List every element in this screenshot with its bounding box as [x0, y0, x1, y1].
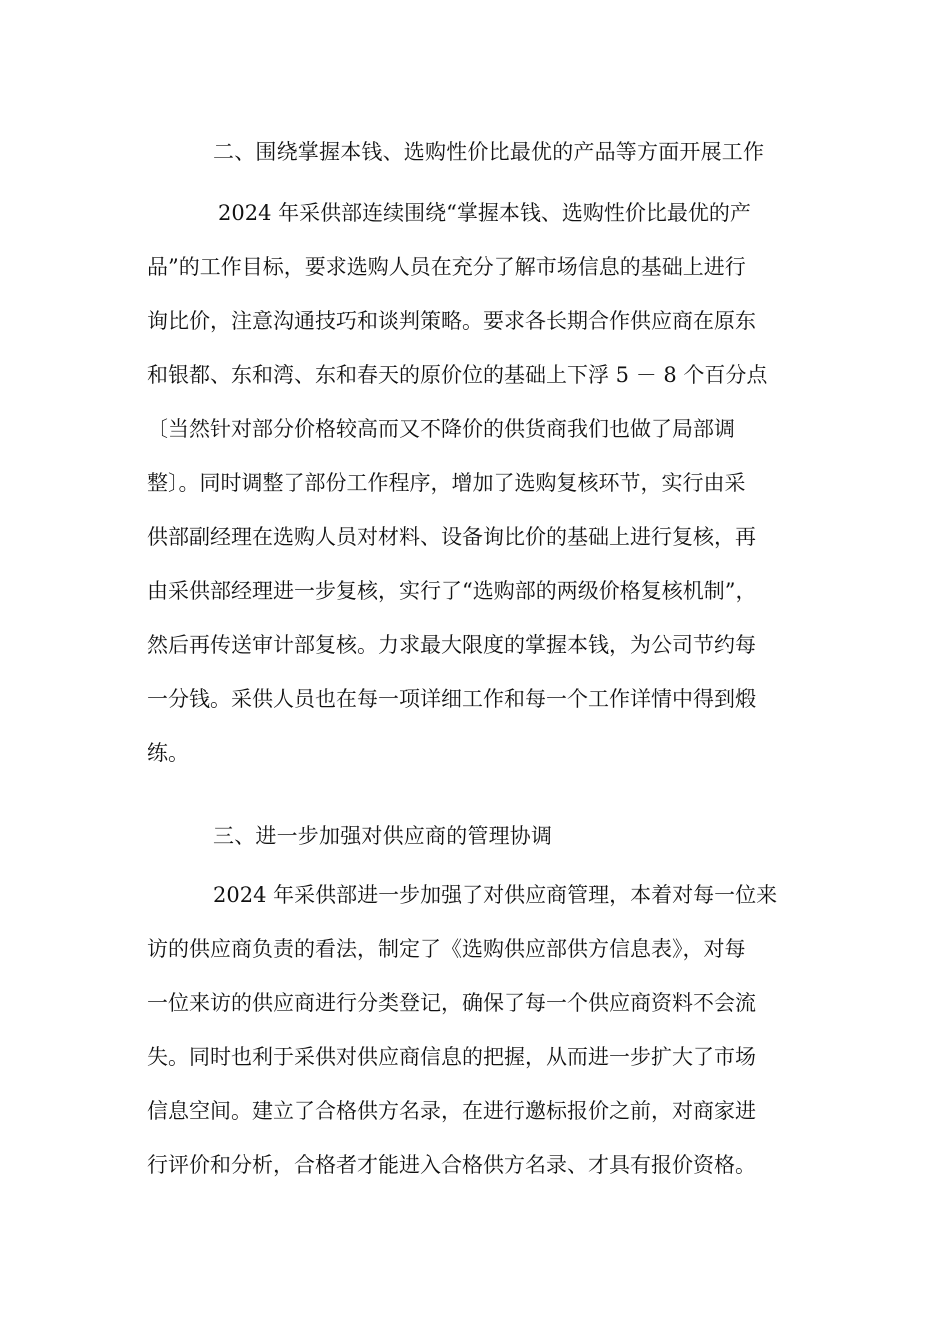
section-2-paragraph-line: 2024 年采供部连续围绕“掌握本钱、选购性价比最优的产: [218, 201, 751, 225]
section-3-paragraph-line: 信息空间。建立了合格供方名录，在进行邀标报价之前，对商家进: [147, 1099, 756, 1123]
section-3-paragraph-line: 一位来访的供应商进行分类登记，确保了每一个供应商资料不会流: [147, 991, 756, 1015]
section-2-paragraph-line: 由采供部经理进一步复核，实行了“选购部的两级价格复核机制”，: [147, 579, 757, 603]
section-2-paragraph-line: 询比价，注意沟通技巧和谈判策略。要求各长期合作供应商在原东: [147, 309, 756, 333]
section-2-heading: 二、围绕掌握本钱、选购性价比最优的产品等方面开展工作: [213, 140, 765, 164]
section-3-paragraph-line: 2024 年采供部进一步加强了对供应商管理，本着对每一位来: [213, 883, 778, 907]
section-2-paragraph-line: 品”的工作目标，要求选购人员在充分了解市场信息的基础上进行: [147, 255, 746, 279]
section-2-paragraph-line: 一分钱。采供人员也在每一项详细工作和每一个工作详情中得到煅: [147, 687, 756, 711]
section-3-paragraph-line: 访的供应商负责的看法，制定了《选购供应部供方信息表》，对每: [147, 937, 746, 961]
section-2-paragraph-line: 然后再传送审计部复核。力求最大限度的掌握本钱，为公司节约每: [147, 633, 756, 657]
section-2-paragraph-line: 练。: [147, 741, 189, 765]
section-3-paragraph-line: 行评价和分析，合格者才能进入合格供方名录、才具有报价资格。: [147, 1153, 756, 1177]
section-3-paragraph-line: 失。同时也利于采供对供应商信息的把握，从而进一步扩大了市场: [147, 1045, 756, 1069]
section-2-paragraph-line: 整〕。同时调整了部份工作程序，增加了选购复核环节，实行由采: [147, 471, 746, 495]
section-3-heading: 三、进一步加强对供应商的管理协调: [213, 824, 553, 848]
section-2-paragraph-line: 和银都、东和湾、东和春天的原价位的基础上下浮 5 － 8 个百分点: [147, 363, 768, 387]
section-2-paragraph-line: 供部副经理在选购人员对材料、设备询比价的基础上进行复核，再: [147, 525, 756, 549]
section-2-paragraph-line: 〔当然针对部分价格较高而又不降价的供货商我们也做了局部调: [147, 417, 735, 441]
